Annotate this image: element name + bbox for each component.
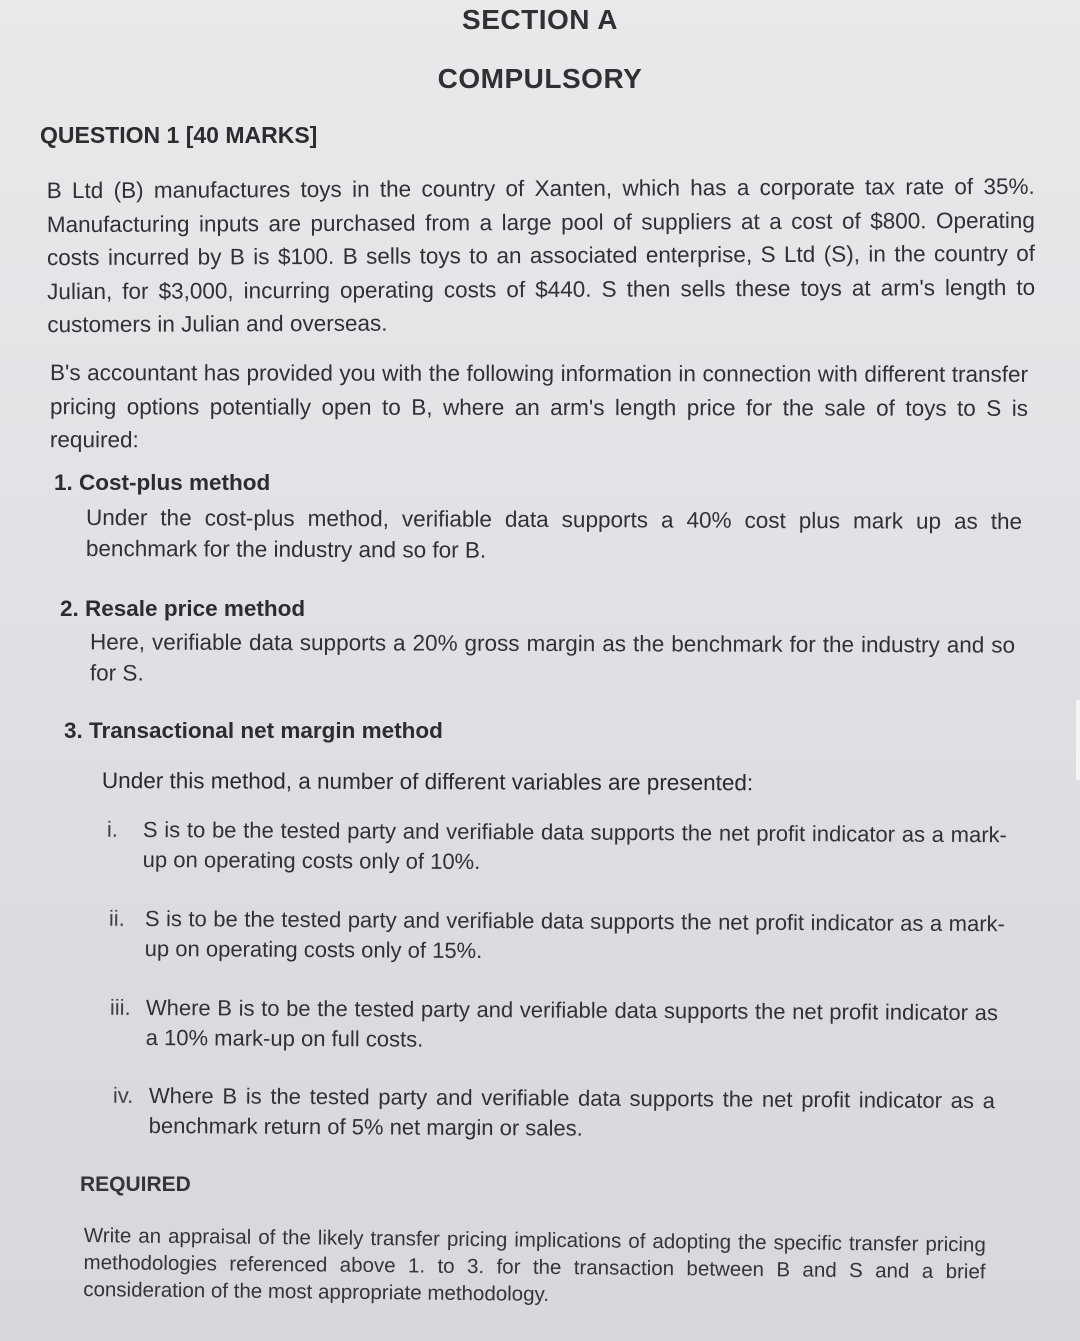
question-paragraph-2: B's accountant has provided you with the following information in connection with different transfer pricing options potentially open to B, where an arm's length price for the sale of toys to S is required:	[49, 360, 1029, 453]
list-item	[109, 993, 998, 1058]
list-item-number: i.	[106, 816, 118, 842]
method-3-intro: Under this method, a number of different variables are presented:	[101, 768, 754, 796]
compulsory-label: COMPULSORY	[437, 63, 643, 94]
required-heading: REQUIRED	[80, 1173, 191, 1196]
list-item-text: Where B is to be the tested party and verifiable data supports the net profit indicator as a 10% mark-up on full costs.	[145, 994, 998, 1052]
method-2-heading: 2. Resale price method	[60, 596, 306, 621]
list-item	[112, 1081, 995, 1146]
list-item	[108, 904, 1005, 969]
list-item-number: ii.	[108, 905, 125, 931]
method-1-heading: 1. Cost-plus method	[54, 470, 271, 495]
list-item-text: Where B is the tested party and verifiable data supports the net profit indicator as a benchmark return of 5% net margin or sales.	[148, 1083, 995, 1141]
question-paragraph-1: B Ltd (B) manufactures toys in the country of Xanten, which has a corporate tax rate of 35%. Manufacturing inputs are purchased from a large pool of suppliers at a cost of $800. Operating costs incurred by B is $100. B sells toys to an associated enterprise, S Ltd (S), in the country of Julian, for $3,000, incurring operating costs of $440. S then sells these toys at arm's length to customers in Julian and overseas.	[46, 173, 1036, 338]
method-2-text: Here, verifiable data supports a 20% gross margin as the benchmark for the industry and so for S.	[89, 629, 1016, 686]
page-edge-highlight	[1076, 700, 1080, 780]
question-title: QUESTION 1 [40 MARKS]	[40, 122, 318, 148]
method-3-heading: 3. Transactional net margin method	[64, 718, 443, 743]
method-1-text: Under the cost-plus method, verifiable data supports a 40% cost plus mark up as the benchmark for the industry and so for B.	[85, 504, 1023, 563]
section-title: SECTION A	[462, 4, 618, 35]
list-item	[106, 815, 1007, 880]
list-item-text: S is to be the tested party and verifiable data supports the net profit indicator as a mark-up on operating costs only of 10%.	[142, 816, 1007, 875]
list-item-number: iv.	[112, 1082, 134, 1108]
list-item-text: S is to be the tested party and verifiable data supports the net profit indicator as a mark-up on operating costs only of 15%.	[144, 905, 1005, 964]
required-text: Write an appraisal of the likely transfer pricing implications of adopting the specific transfer pricing methodologies referenced above 1. to 3. for the transaction between B and S and a brief consideration of the most appropriate methodology.	[83, 1223, 986, 1306]
list-item-number: iii.	[109, 994, 131, 1020]
